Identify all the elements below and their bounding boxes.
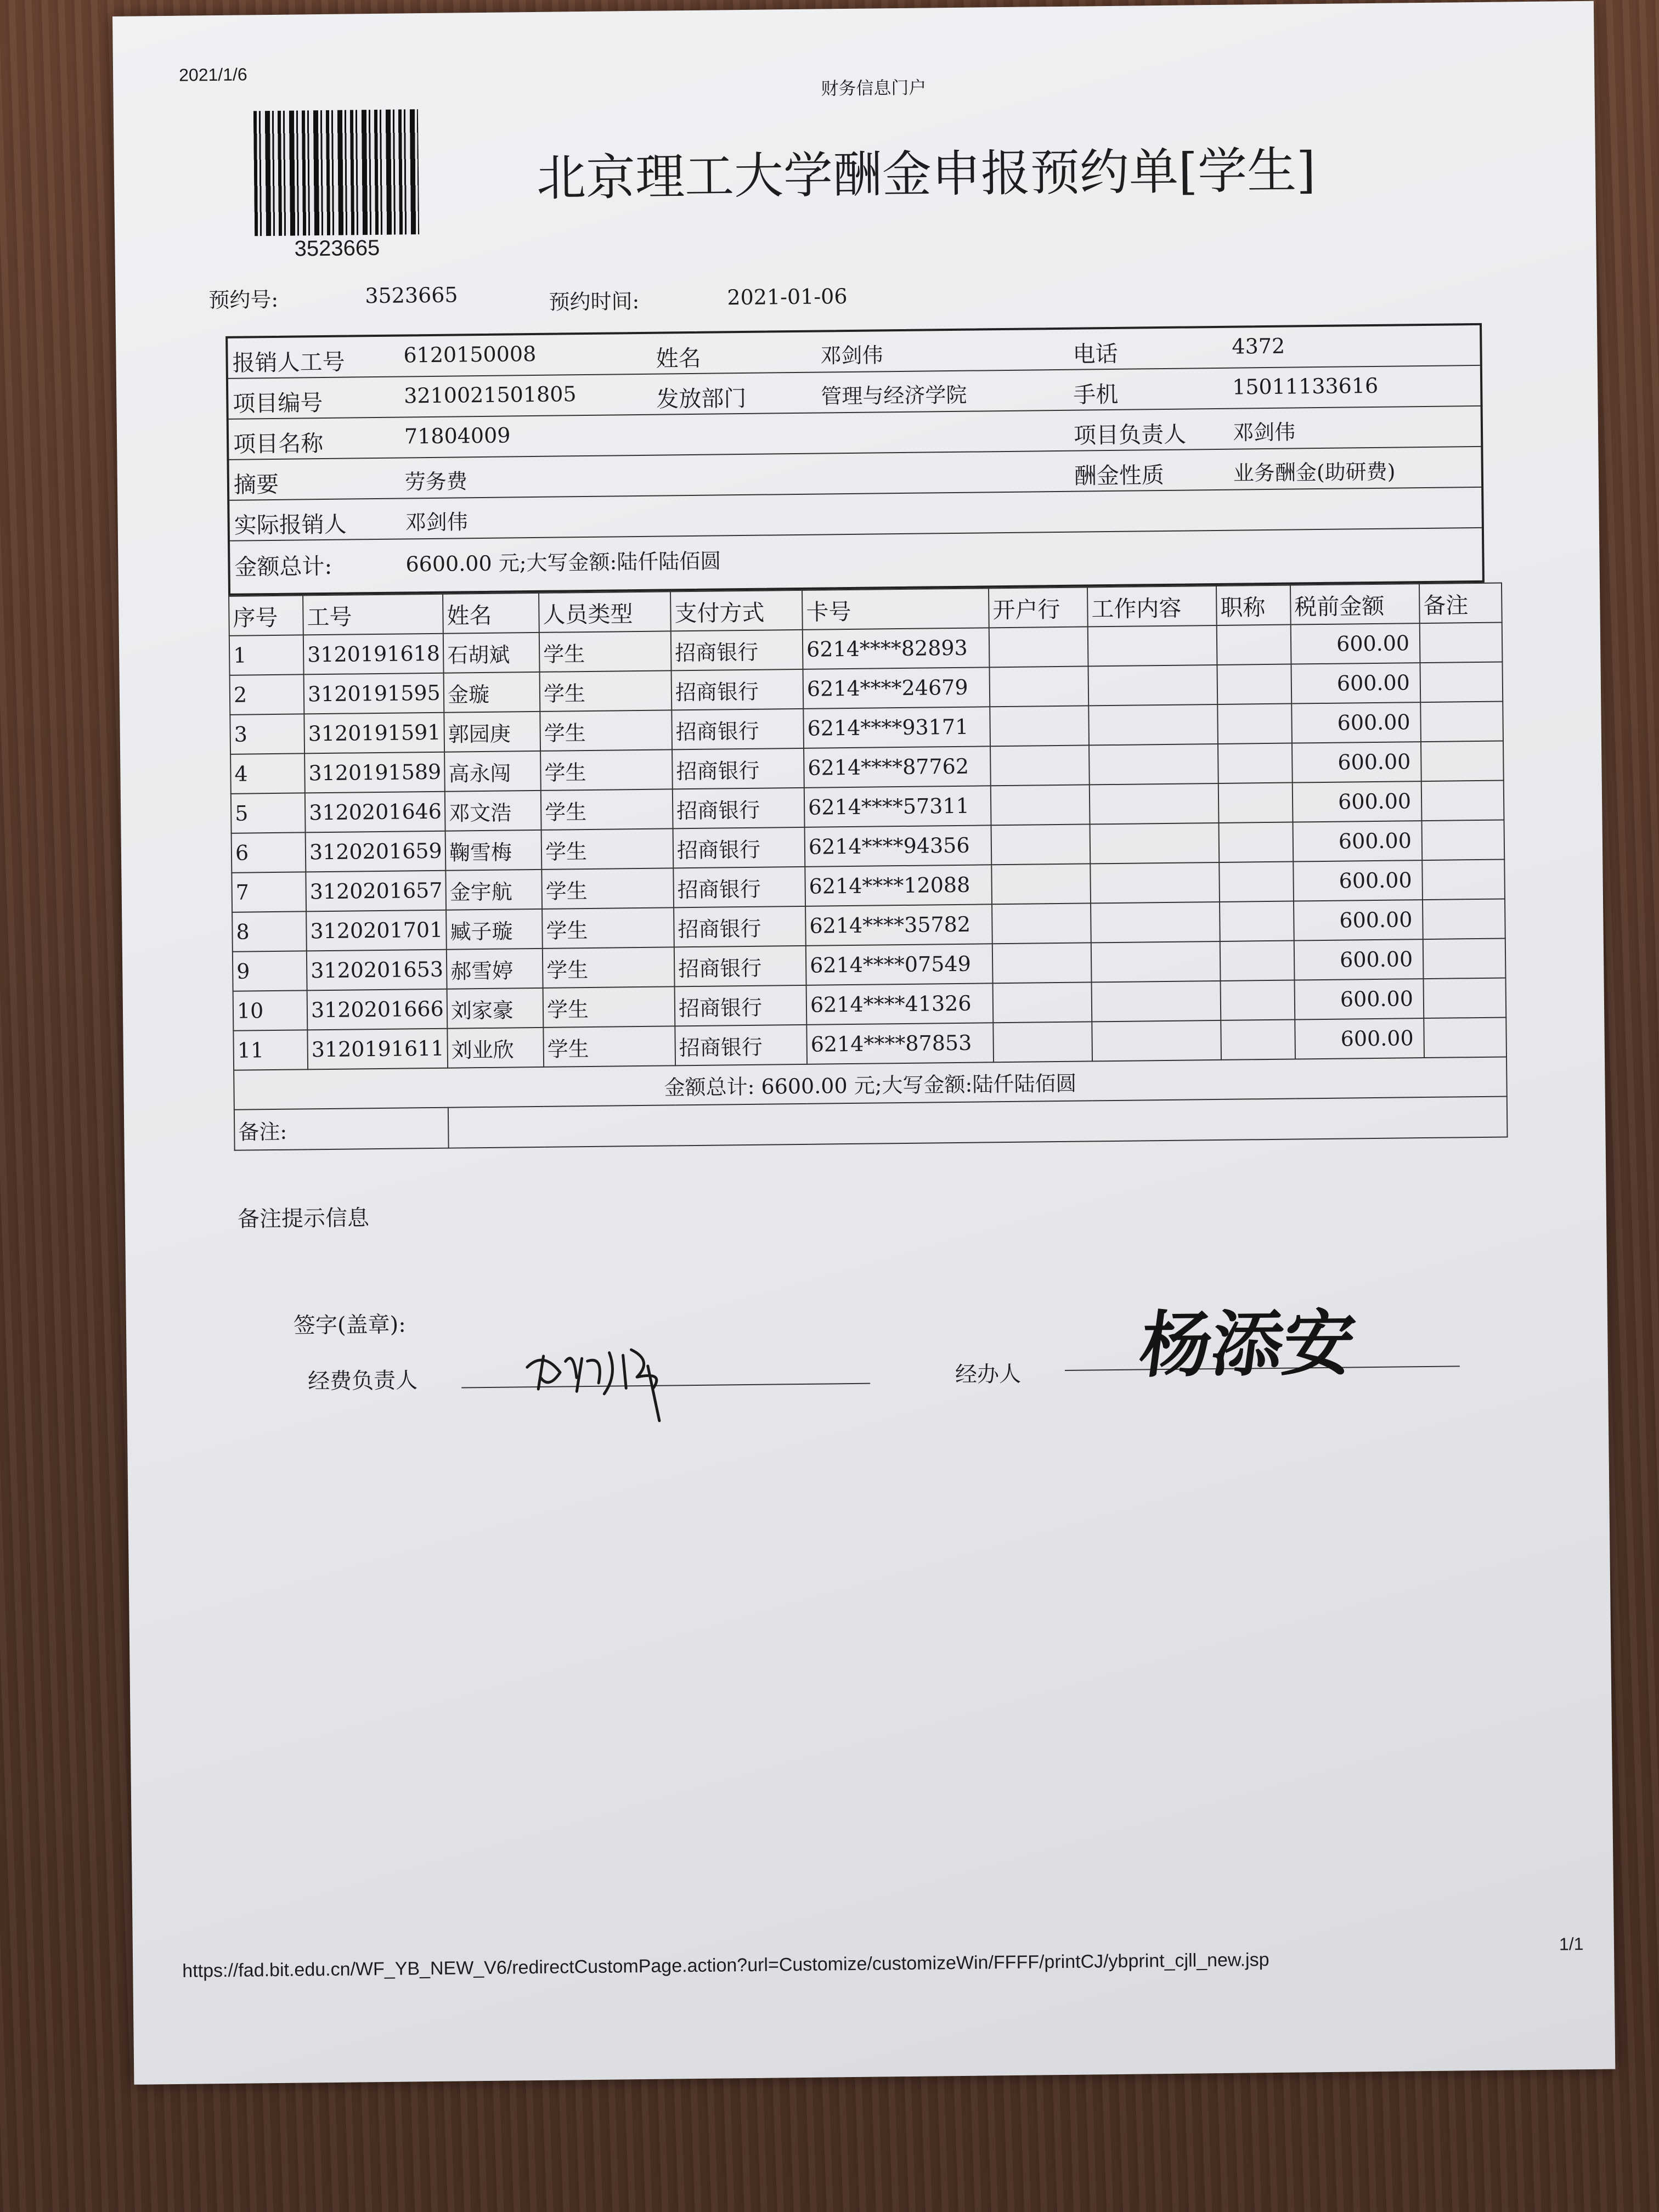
paper-document [112, 1, 1615, 2085]
table-cell: 3120191591 [304, 713, 444, 754]
table-cell [1088, 665, 1218, 706]
table-cell: 学生 [542, 907, 674, 949]
table-cell: 3120191611 [307, 1029, 448, 1070]
table-cell: 4 [230, 753, 305, 793]
table-cell: 招商银行 [674, 906, 806, 947]
table-cell: 郝雪婷 [447, 949, 543, 989]
table-cell: 600.00 [1293, 781, 1422, 822]
table-cell [1089, 744, 1218, 785]
col-header: 卡号 [802, 588, 989, 630]
table-cell [993, 982, 1092, 1023]
table-cell: 6214****35782 [805, 904, 992, 946]
table-cell [1423, 939, 1506, 979]
name-label: 姓名 [656, 345, 701, 372]
table-cell [1217, 625, 1291, 665]
table-cell: 3120201701 [306, 910, 447, 951]
appt-no: 3523665 [365, 283, 458, 308]
table-cell: 招商银行 [672, 669, 804, 710]
appt-no-label: 预约号: [208, 287, 279, 313]
footer-url: https://fad.bit.edu.cn/WF_YB_NEW_V6/redirectCustomPage.action?url=Customize/customizeWin/FFFF/printCJ/ybprint_cjll_new.jsp [182, 1949, 1269, 1982]
actual-claimant-label: 实际报销人 [234, 511, 347, 539]
table-cell [1420, 623, 1503, 663]
table-cell: 600.00 [1292, 742, 1421, 782]
table-cell: 高永闯 [444, 751, 541, 792]
table-cell: 招商银行 [674, 946, 806, 987]
table-cell: 招商银行 [673, 788, 805, 829]
handler-signature: 杨添安 [1135, 1301, 1360, 1387]
table-cell: 3120191589 [304, 752, 445, 793]
table-cell [992, 943, 1092, 983]
table-cell: 11 [233, 1030, 308, 1070]
table-cell: 600.00 [1294, 939, 1424, 980]
table-cell: 鞠雪梅 [445, 830, 542, 871]
table-cell: 1 [229, 635, 304, 675]
actual-claimant: 邓剑伟 [405, 510, 468, 535]
summary-label: 摘要 [233, 471, 279, 498]
fund-leader-signature [521, 1327, 698, 1427]
table-cell: 刘家豪 [447, 988, 544, 1029]
table-cell [1219, 862, 1294, 902]
appt-time: 2021-01-06 [727, 284, 848, 310]
table-cell: 臧子璇 [446, 909, 543, 950]
table-cell: 3120201666 [307, 989, 448, 1030]
table-cell: 招商银行 [673, 827, 805, 868]
leader-value: 邓剑伟 [1232, 420, 1296, 445]
page-number: 1/1 [1559, 1934, 1584, 1954]
table-cell: 3120191595 [304, 673, 444, 714]
table-cell: 10 [233, 990, 308, 1030]
table-cell [1091, 941, 1221, 982]
barcode-number: 3523665 [294, 235, 380, 261]
table-cell [1088, 625, 1217, 666]
table-cell [1421, 820, 1504, 861]
table-cell: 6214****57311 [804, 786, 991, 827]
table-cell [991, 864, 1091, 904]
table-cell [990, 745, 1090, 786]
table-cell: 学生 [543, 1026, 675, 1067]
table-cell: 600.00 [1295, 1018, 1424, 1059]
table-cell [993, 1022, 1092, 1062]
col-header: 工号 [303, 594, 443, 635]
col-header: 税前金额 [1290, 584, 1420, 624]
table-cell [1422, 860, 1505, 900]
mobile-label: 手机 [1073, 381, 1119, 408]
table-cell: 6214****12088 [805, 865, 992, 906]
name-value: 邓剑伟 [820, 343, 883, 368]
barcode [253, 109, 420, 261]
table-cell [1421, 781, 1504, 821]
table-cell: 学生 [540, 710, 672, 751]
table-cell: 6214****07549 [806, 944, 993, 985]
table-cell [991, 824, 1091, 865]
table-cell [1423, 899, 1505, 940]
staff-id: 6120150008 [403, 341, 537, 368]
table-total: 金额总计: 6600.00 元;大写金额:陆仟陆佰圆 [234, 1057, 1507, 1109]
table-cell: 6214****87853 [806, 1023, 994, 1064]
table-cell: 8 [232, 911, 307, 951]
table-cell: 600.00 [1293, 860, 1423, 901]
staff-id-label: 报销人工号 [232, 348, 345, 376]
table-cell: 5 [231, 793, 306, 833]
table-cell: 3120201646 [305, 792, 445, 833]
table-cell [1220, 941, 1295, 981]
table-cell [1218, 743, 1293, 783]
nature-label: 酬金性质 [1074, 461, 1165, 489]
table-cell [1090, 783, 1219, 824]
table-cell: 600.00 [1294, 900, 1423, 940]
table-cell [1221, 980, 1295, 1020]
table-cell [1090, 862, 1220, 903]
applicant-info-section [225, 323, 1485, 596]
print-date: 2021/1/6 [178, 64, 247, 85]
table-cell [992, 903, 1091, 944]
col-header: 人员类型 [539, 591, 671, 633]
leader-label: 项目负责人 [1073, 421, 1187, 449]
table-cell: 招商银行 [671, 630, 803, 671]
table-cell [1092, 1020, 1221, 1061]
table-cell: 招商银行 [672, 748, 804, 789]
table-cell: 3120201659 [306, 831, 446, 872]
table-cell: 学生 [540, 670, 672, 712]
table-cell: 金宇航 [445, 870, 542, 910]
project-no-label: 项目编号 [233, 390, 323, 417]
table-cell: 学生 [539, 631, 672, 672]
table-cell [1424, 1017, 1506, 1058]
table-cell [1092, 981, 1221, 1022]
table-cell: 招商银行 [673, 867, 805, 908]
table-cell [1423, 978, 1506, 1019]
table-cell [989, 627, 1088, 667]
table-cell [991, 785, 1090, 825]
phone-value: 4372 [1232, 334, 1285, 359]
table-cell: 招商银行 [675, 985, 807, 1026]
payee-table [228, 583, 1508, 1151]
col-header: 职称 [1216, 585, 1291, 625]
col-header: 姓名 [443, 593, 539, 634]
table-cell: 600.00 [1291, 623, 1420, 664]
col-header: 序号 [229, 595, 303, 635]
table-cell: 600.00 [1295, 979, 1424, 1019]
table-cell [1421, 741, 1504, 782]
table-cell: 学生 [543, 947, 675, 988]
info-total-label: 金额总计: [234, 552, 332, 580]
sign-label: 签字(盖章): [293, 1312, 406, 1339]
table-cell [1221, 1020, 1295, 1060]
table-cell: 学生 [541, 789, 673, 830]
fund-leader-label: 经费负责人 [307, 1368, 418, 1395]
table-cell [1220, 901, 1294, 941]
remark-label: 备注: [234, 1108, 449, 1150]
dept-value: 管理与经济学院 [821, 382, 967, 409]
table-cell: 邓文浩 [445, 791, 541, 831]
table-cell: 刘业欣 [447, 1028, 544, 1068]
table-cell: 学生 [541, 828, 674, 870]
table-cell: 招商银行 [672, 709, 804, 750]
table-cell: 6214****24679 [803, 667, 990, 709]
project-name-label: 项目名称 [233, 430, 324, 458]
dept-label: 发放部门 [656, 385, 747, 413]
table-cell: 6 [232, 832, 306, 872]
appt-time-label: 预约时间: [549, 289, 640, 314]
table-cell [1091, 902, 1220, 943]
barcode-bars [253, 109, 419, 236]
table-cell [990, 706, 1089, 746]
table-cell: 600.00 [1293, 821, 1422, 861]
table-cell [1088, 704, 1218, 745]
table-cell [1420, 662, 1503, 703]
table-cell: 600.00 [1291, 702, 1421, 743]
table-cell [1217, 704, 1292, 744]
table-cell: 7 [232, 872, 306, 912]
table-cell: 9 [233, 951, 307, 991]
table-cell: 3120191618 [303, 634, 444, 675]
table-cell: 3120201653 [307, 950, 447, 991]
portal-name: 财务信息门户 [821, 77, 927, 99]
table-cell: 6214****41326 [806, 983, 994, 1025]
table-cell: 3120201657 [306, 871, 446, 912]
table-cell: 学生 [540, 749, 673, 791]
col-header: 工作内容 [1087, 586, 1217, 627]
table-cell [1218, 783, 1293, 823]
table-cell: 2 [230, 674, 304, 714]
table-cell: 6214****82893 [803, 628, 990, 669]
remark-hint: 备注提示信息 [237, 1205, 370, 1232]
table-cell [1219, 822, 1294, 862]
table-cell: 石胡斌 [443, 633, 540, 673]
col-header: 开户行 [989, 587, 1088, 628]
table-cell [990, 666, 1089, 707]
info-total: 6600.00 元;大写金额:陆仟陆佰圆 [405, 549, 721, 577]
table-cell: 3 [230, 714, 304, 754]
table-cell: 招商银行 [675, 1025, 807, 1066]
handler-label: 经办人 [955, 1361, 1022, 1388]
col-header: 支付方式 [670, 590, 803, 631]
table-cell: 郭园庚 [444, 712, 540, 752]
phone-label: 电话 [1073, 340, 1118, 368]
col-header: 备注 [1419, 583, 1502, 624]
table-cell: 6214****87762 [804, 746, 991, 788]
table-cell: 6214****93171 [803, 707, 990, 748]
table-cell [1217, 664, 1291, 704]
project-no: 3210021501805 [404, 382, 577, 408]
nature-value: 业务酬金(助研费) [1233, 459, 1396, 486]
document-title: 北京理工大学酬金申报预约单[学生] [536, 142, 1316, 207]
table-cell: 金璇 [444, 672, 540, 713]
project-name: 71804009 [404, 423, 511, 449]
table-cell: 学生 [541, 868, 674, 909]
table-cell [1420, 702, 1503, 742]
table-cell: 6214****94356 [805, 825, 992, 867]
table-cell: 学生 [543, 986, 675, 1028]
mobile-value: 15011133616 [1232, 373, 1379, 399]
table-cell: 600.00 [1291, 663, 1420, 703]
table-cell [1090, 823, 1220, 864]
summary-value: 劳务费 [404, 469, 468, 494]
